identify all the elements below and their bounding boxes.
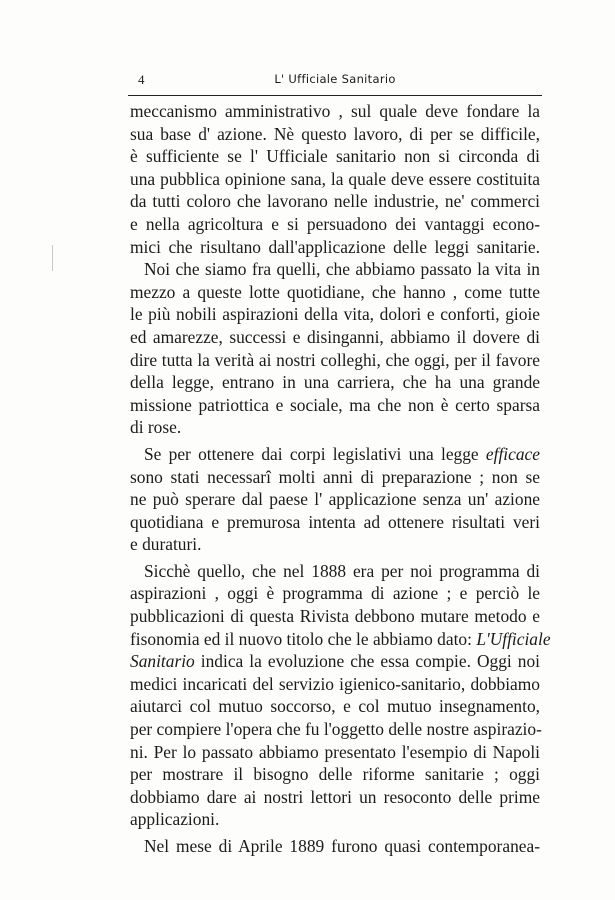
text-line: mezzo a queste lotte quotidiane, che hanno , come tutte [130,281,540,302]
text-line: e nella agricoltura e si persuadono dei vantaggi econo- [130,213,540,234]
text-line: le più nobili aspirazioni della vita, dolori e conforti, gioie [130,304,540,325]
text-span: Se per ottenere dai corpi legislativi una legge [144,443,479,464]
text-line: e duraturi. [130,534,202,555]
text-line: quotidiana e premurosa intenta ad ottenere risultati veri [130,511,540,532]
text-line: dire tutta la verità ai nostri colleghi, che oggi, per il favore [130,349,540,370]
text-span: indica la evoluzione che essa compie. Oggi noi [200,651,540,672]
text-line: mici che risultano dall'applicazione delle leggi sanitarie. [130,236,540,257]
italic-title: Sanitario [130,651,195,672]
text-line: per compiere l'opera che fu l'oggetto delle nostre aspirazio- [130,719,542,740]
text-line: per mostrare il bisogno delle riforme sanitarie ; oggi [130,764,540,785]
text-line: applicazioni. [130,809,220,830]
italic-title: L'Ufficiale [476,628,551,649]
text-line: ni. Per lo passato abbiamo presentato l'esempio di Napoli [130,741,540,762]
text-line: è sufficiente se l' Ufficiale sanitario non si circonda di [130,146,540,167]
text-line: missione patriottica e sociale, ma che non è certo sparsa [130,394,540,415]
paragraph [130,258,540,439]
text-line: aiutarci col mutuo soccorso, e col mutuo insegnamento, [130,696,540,717]
header-rule [128,95,542,96]
text-line: da tutti coloro che lavorano nelle industrie, ne' commerci [130,191,540,212]
text-line: Nel mese di Aprile 1889 furono quasi contemporanea- [144,836,540,856]
italic-term: efficace [485,443,540,464]
text-line [130,628,551,651]
text-line: Sicchè quello, che nel 1888 era per noi programma di [144,560,540,581]
text-line: della legge, entrano in una carriera, che ha una grande [130,372,540,393]
text-line: ed amarezze, successi e disinganni, abbiamo il dovere di [130,326,540,347]
page-number: 4 [138,72,145,87]
paragraph [130,835,540,858]
text-line: dobbiamo dare ai nostri lettori un resoconto delle prime [130,786,540,807]
running-title: L' Ufficiale Sanitario [274,72,396,86]
text-line: ne può sperare dal paese l' applicazione senza un' azione [130,489,540,510]
text-line: medici incaricati del servizio igienico-sanitario, dobbiamo [130,673,540,694]
text-line: pubblicazioni di questa Rivista debbono mutare metodo e [130,606,540,627]
text-span: fisonomia ed il nuovo titolo che le abbiamo dato: [130,628,472,649]
text-line: meccanismo amministrativo , sul quale deve fondare la [130,101,540,121]
paragraph [130,560,551,831]
running-header [128,70,542,90]
text-line: sua base d' azione. Nè questo lavoro, di per se difficile, [130,123,540,144]
paragraph [130,100,540,258]
text-line: di rose. [130,417,182,438]
text-line: sono stati necessarî molti anni di preparazione ; non se [130,466,540,487]
paragraph [130,443,540,556]
text-line [130,443,540,466]
body-text [130,100,551,858]
margin-mark [52,245,53,271]
text-line: Noi che siamo fra quelli, che abbiamo passato la vita in [144,259,540,280]
text-line [130,650,540,673]
text-line: una pubblica opinione sana, la quale deve essere costituita [130,168,540,189]
text-line: aspirazioni , oggi è programma di azione ; e perciò le [130,583,540,604]
